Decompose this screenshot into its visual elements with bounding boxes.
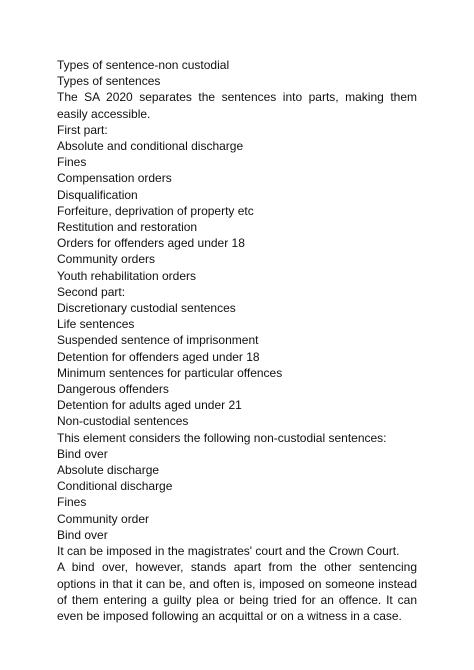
court-sentence: It can be imposed in the magistrates' court and the Crown Court. bbox=[57, 544, 400, 559]
list-item: Discretionary custodial sentences bbox=[57, 301, 236, 316]
list-item: Detention for offenders aged under 18 bbox=[57, 349, 260, 364]
list-item: Bind over bbox=[57, 446, 108, 461]
document-page bbox=[57, 57, 417, 624]
list-item: Fines bbox=[57, 495, 87, 510]
list-item: Dangerous offenders bbox=[57, 382, 169, 397]
section-heading: Types of sentences bbox=[57, 74, 161, 89]
list-item: Conditional discharge bbox=[57, 479, 173, 494]
list-item: Forfeiture, deprivation of property etc bbox=[57, 203, 254, 218]
list-item: Suspended sentence of imprisonment bbox=[57, 333, 259, 348]
list-item: Community orders bbox=[57, 252, 156, 267]
list-item: Life sentences bbox=[57, 317, 135, 332]
list-item: Restitution and restoration bbox=[57, 220, 198, 235]
list-item: Community order bbox=[57, 511, 150, 526]
list-item: Minimum sentences for particular offences bbox=[57, 365, 283, 380]
list-item: Youth rehabilitation orders bbox=[57, 268, 196, 283]
list-item: Disqualification bbox=[57, 187, 138, 202]
document-heading: Types of sentence-non custodial bbox=[57, 58, 230, 72]
list-item: Compensation orders bbox=[57, 171, 172, 186]
bind-over-heading: Bind over bbox=[57, 527, 108, 542]
list-item: Orders for offenders aged under 18 bbox=[57, 236, 245, 251]
non-custodial-heading: Non-custodial sentences bbox=[57, 414, 189, 429]
bind-over-paragraph: A bind over, however, stands apart from the other sentencing options in that it can be, and often is, imposed on someone instead of them entering a guilty plea or being tried for an offence. It can even be imposed following an acquittal or on a witness in a case. bbox=[57, 560, 417, 623]
element-intro: This element considers the following non-custodial sentences: bbox=[57, 430, 387, 445]
list-item: Fines bbox=[57, 155, 87, 170]
second-part-heading: Second part: bbox=[57, 284, 126, 299]
list-item: Absolute discharge bbox=[57, 463, 160, 478]
list-item: Detention for adults aged under 21 bbox=[57, 398, 242, 413]
list-item: Absolute and conditional discharge bbox=[57, 139, 244, 154]
first-part-heading: First part: bbox=[57, 122, 108, 137]
intro-paragraph: The SA 2020 separates the sentences into parts, making them easily accessible. bbox=[57, 90, 417, 121]
